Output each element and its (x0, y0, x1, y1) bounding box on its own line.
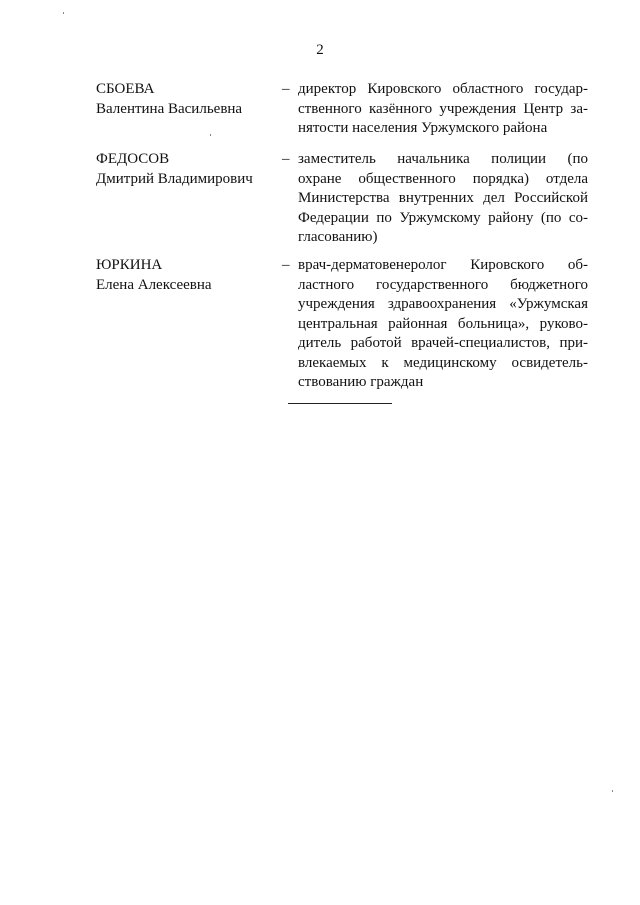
member-name (96, 150, 271, 189)
position-line: влекаемых к медицинскому освидетель- (298, 354, 588, 371)
page-number: 2 (316, 42, 324, 58)
position-line: ственного казённого учреждения Центр за- (298, 100, 588, 117)
end-of-list-rule (288, 403, 392, 404)
member-given-names: Елена Алексеевна (96, 276, 212, 293)
position-line: дитель работой врачей-специалистов, при- (298, 335, 588, 351)
position-line: Федерации по Уржумскому району (по со- (298, 209, 588, 226)
position-line: директор Кировского областного государ- (298, 81, 588, 97)
dash-separator: – (282, 257, 290, 273)
member-surname: ФЕДОСОВ (96, 151, 170, 167)
position-line: Министерства внутренних дел Российской (298, 190, 588, 206)
position-line: охране общественного порядка) отдела (298, 170, 588, 187)
position-line: ствованию граждан (298, 374, 424, 390)
scan-speck (63, 12, 64, 14)
member-given-names: Дмитрий Владимирович (96, 170, 253, 187)
dash-separator: – (282, 81, 290, 97)
scan-speck (210, 134, 211, 136)
member-surname: СБОЕВА (96, 81, 155, 97)
member-name (96, 80, 271, 119)
position-line: заместитель начальника полиции (по (298, 151, 588, 167)
scan-speck (612, 790, 613, 792)
member-name (96, 256, 271, 295)
member-position (298, 150, 588, 248)
position-line: нятости населения Уржумского района (298, 120, 548, 136)
position-line: учреждения здравоохранения «Уржумская (298, 296, 588, 312)
position-line: центральная районная больница», руково- (298, 315, 588, 332)
position-line: гласованию) (298, 229, 378, 245)
position-line: ластного государственного бюджетного (298, 276, 588, 293)
position-line: врач-дерматовенеролог Кировского об- (298, 257, 588, 273)
member-surname: ЮРКИНА (96, 257, 163, 273)
member-position (298, 256, 588, 393)
member-given-names: Валентина Васильевна (96, 100, 243, 117)
dash-separator: – (282, 151, 290, 167)
member-position (298, 80, 588, 139)
